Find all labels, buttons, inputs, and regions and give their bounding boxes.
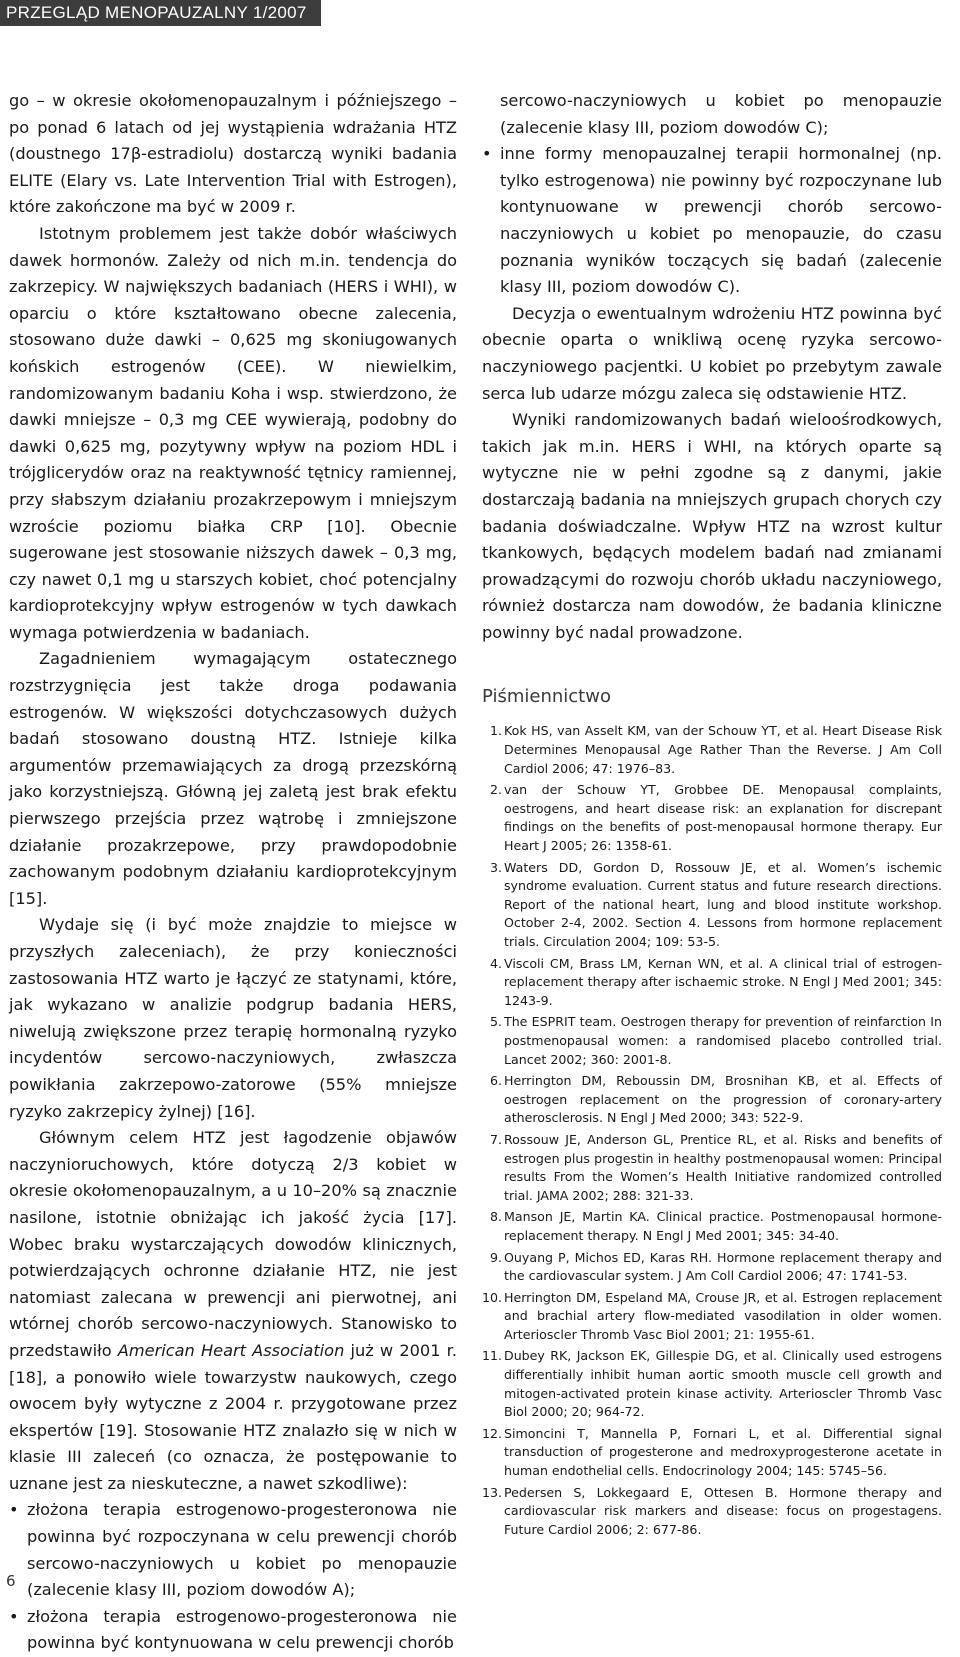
reference-number: 1.	[489, 723, 502, 739]
reference-text: Dubey RK, Jackson EK, Gillespie DG, et al. Clinically used estrogens differentially inhibit human aortic smooth muscle cell growth and mitogen-activated protein kinase activity. Arterioscler Thromb Vasc Biol 2000; 20; 964-72.	[504, 1348, 942, 1420]
list-item: • złożona terapia estrogenowo-progesteronowa nie powinna być kontynuowana w celu prewencji chorób	[9, 1604, 457, 1657]
reference-item	[482, 859, 942, 952]
paragraph: Istotnym problemem jest także dobór właściwych dawek hormonów. Zależy od nich m.in. tendencja do zakrzepicy. W największych badaniach (HERS i WHI), w oparciu o które kształtowano obecne zalecenia, stosowano duże dawki – 0,625 mg skoniugowanych końskich estrogenów (CEE). W niewielkim, randomizowanym badaniu Koha i wsp. stwierdzono, że dawki mniejsze – 0,3 mg CEE wywierają, podobny do dawki 0,625 mg, pozytywny wpływ na poziom HDL i trójglicerydów oraz na reaktywność tętnicy ramiennej, przy słabszym działaniu prozakrzepowym i mniejszym wzroście poziomu białka CRP [10]. Obecnie sugerowane jest stosowanie niższych dawek – 0,3 mg, czy nawet 0,1 mg u starszych kobiet, choć potencjalny kardioprotekcyjny wpływ estrogenów w tych dawkach wymaga potwierdzenia w badaniach.	[9, 223, 457, 642]
reference-item	[482, 781, 942, 855]
reference-number: 4.	[489, 955, 502, 971]
reference-item	[482, 1131, 942, 1205]
reference-text: van der Schouw YT, Grobbee DE. Menopausal complaints, oestrogens, and heart disease risk: an explanation for discrepant findings on the benefits of post-menopausal hormone therapy. Eur Heart J 2005; 26: 1358-61.	[504, 782, 942, 854]
reference-text: Manson JE, Martin KA. Clinical practice. Postmenopausal hormone-replacement therapy. N Engl J Med 2001; 345: 34-40.	[504, 1209, 942, 1243]
reference-text: Herrington DM, Espeland MA, Crouse JR, et al. Estrogen replacement and brachial artery flow-mediated vasodilation in older women. Arterioscler Thromb Vasc Biol 2001; 21: 1955-61.	[504, 1289, 942, 1342]
reference-item	[482, 955, 942, 1011]
reference-text: Viscoli CM, Brass LM, Kernan WN, et al. A clinical trial of estrogen-replacement therapy after ischaemic stroke. N Engl J Med 2001; 345: 1243-9.	[504, 955, 942, 1008]
reference-item	[482, 1425, 942, 1481]
list-item: • złożona terapia estrogenowo-progesteronowa nie powinna być rozpoczynana w celu prewencji chorób sercowo-naczyniowych u kobiet po menopauzie (zalecenie klasy III, poziom dowodów A);	[9, 1497, 457, 1603]
reference-item	[482, 1347, 942, 1421]
paragraph: Zagadnieniem wymagającym ostatecznego rozstrzygnięcia jest także droga podawania estrogenów. W większości dotychczasowych dużych badań stosowano doustną HTZ. Istnieje kilka argumentów przemawiających za drogą przezskórną jako korzystniejszą. Główną jej zaletą jest brak efektu pierwszego przejścia przez wątrobę i zmniejszone działanie prozakrzepowe, przy prawdopodobnie zachowanym podobnym działaniu kardioprotekcyjnym [15].	[9, 649, 457, 908]
reference-item	[482, 1249, 942, 1286]
paragraph: Wydaje się (i być może znajdzie to miejsce w przyszłych zaleceniach), że przy konieczności zastosowania HTZ warto je łączyć ze statynami, które, jak wykazano w analizie podgrup badania HERS, niwelują zwiększone przez terapię hormonalną ryzyko incydentów sercowo-naczyniowych, zwłaszcza powikłania zakrzepowo-zatorowe (55% mniejsze ryzyko zakrzepicy żylnej) [16].	[9, 915, 457, 1121]
reference-text: Ouyang P, Michos ED, Karas RH. Hormone replacement therapy and the cardiovascular system. J Am Coll Cardiol 2006; 47: 1741-53.	[504, 1249, 942, 1284]
reference-number: 12.	[482, 1425, 503, 1441]
journal-title: PRZEGLĄD MENOPAUZALNY 1/2007	[0, 0, 321, 26]
reference-item	[482, 722, 942, 778]
paragraph	[9, 1125, 457, 1497]
reference-number: 3.	[489, 859, 502, 875]
left-column	[9, 88, 457, 1657]
reference-number: 11.	[482, 1348, 503, 1364]
reference-number: 7.	[489, 1131, 502, 1147]
reference-number: 6.	[489, 1073, 502, 1089]
reference-text: The ESPRIT team. Oestrogen therapy for prevention of reinfarction In postmenopausal women: a randomised placebo controlled trial. Lancet 2002; 360: 2001-8.	[504, 1014, 942, 1067]
reference-text: Pedersen S, Lokkegaard E, Ottesen B. Hormone therapy and cardiovascular risk markers and disease: focus on progestagens. Future Cardiol 2006; 2: 677-86.	[504, 1484, 942, 1537]
reference-text: Rossouw JE, Anderson GL, Prentice RL, et al. Risks and benefits of estrogen plus progestin in healthy postmenopausal women: Principal results From the Women’s Health Initiative randomized controlled trial. JAMA 2002; 288: 321-33.	[504, 1131, 942, 1203]
reference-text: Herrington DM, Reboussin DM, Brosnihan KB, et al. Effects of oestrogen replacement on the progression of coronary-artery atherosclerosis. N Engl J Med 2000; 343: 522-9.	[504, 1073, 942, 1126]
reference-number: 2.	[489, 782, 502, 798]
list-item: • inne formy menopauzalnej terapii hormonalnej (np. tylko estrogenowa) nie powinny być rozpoczynane lub kontynuowane w prewencji chorób sercowo-naczyniowych u kobiet po menopauzie, do czasu poznania wyników toczących się badań (zalecenie klasy III, poziom dowodów C).	[482, 141, 942, 301]
right-column	[482, 88, 942, 1542]
paragraph: Decyzja o ewentualnym wdrożeniu HTZ powinna być obecnie oparta o wnikliwą ocenę ryzyka sercowo-naczyniowego pacjentki. U kobiet po przebytym zawale serca lub udarze mózgu zaleca się odstawienie HTZ.	[482, 303, 942, 403]
reference-text: Kok HS, van Asselt KM, van der Schouw YT, et al. Heart Disease Risk Determines Menopausal Age Rather Than the Reverse. J Am Coll Cardiol 2006; 47: 1976–83.	[504, 723, 942, 776]
reference-item	[482, 1013, 942, 1069]
reference-text: Simoncini T, Mannella P, Fornari L, et al. Differential signal transduction of progesterone and medroxyprogesterone acetate in human endothelial cells. Endocrinology 2004; 145: 5745–56.	[504, 1425, 942, 1479]
text-run: Głównym celem HTZ jest łagodzenie objawów naczynioruchowych, które dotyczą 2/3 kobiet w okresie okołomenopauzalnym, a u 10–20% są znacznie nasilone, istotnie obniżając ich jakość życia [17]. Wobec braku wystarczających dowodów klinicznych, potwierdzających ochronne działanie HTZ, nie jest natomiast zalecana w prewencji ani pierwotnej, ani wtórnej chorób sercowo-naczyniowych. Stanowisko to przedstawiło	[9, 1128, 457, 1360]
reference-item	[482, 1208, 942, 1245]
references-list	[482, 722, 942, 1539]
reference-item	[482, 1072, 942, 1128]
reference-number: 10.	[482, 1289, 503, 1305]
reference-number: 9.	[489, 1249, 502, 1265]
reference-number: 5.	[489, 1014, 502, 1030]
reference-text: Waters DD, Gordon D, Rossouw JE, et al. Women’s ischemic syndrome evaluation. Current status and future research directions. Report of the national heart, lung and blood institute workshop. October 2-4, 2002. Section 4. Lessons from hormone replacement trials. Circulation 2004; 109: 53-5.	[504, 859, 942, 949]
reference-number: 8.	[489, 1209, 502, 1225]
recommendation-list	[9, 1497, 457, 1657]
page-number: 6	[6, 1572, 16, 1590]
reference-item	[482, 1484, 942, 1540]
recommendation-list	[482, 141, 942, 301]
page-header	[0, 0, 960, 44]
paragraph: Wyniki randomizowanych badań wieloośrodkowych, takich jak m.in. HERS i WHI, na których oparte są wytyczne nie w pełni zgodne są z danymi, jakie dostarczają badania na mniejszych grupach chorych czy badania doświadczalne. Wpływ HTZ na wzrost kultur tkankowych, będących modelem badań nad zmianami prowadzącymi do rozwoju chorób układu naczyniowego, również dostarcza nam dowodów, że badania kliniczne powinny być nadal prowadzone.	[482, 410, 942, 642]
reference-item	[482, 1289, 942, 1345]
reference-number: 13.	[482, 1484, 503, 1500]
organization-name: American Heart Association	[117, 1340, 345, 1360]
text-run: już w 2001 r. [18], a ponowiło wiele towarzystw naukowych, czego owocem były wytyczne z 2004 r. przygotowane przez ekspertów [19]. Stosowanie HTZ znalazło się w nich w klasie III zaleceń (co oznacza, że postępowanie to uznane jest za nieskuteczne, a nawet szkodliwe):	[9, 1340, 457, 1493]
references-heading: Piśmiennictwo	[482, 686, 611, 708]
paragraph: go – w okresie okołomenopauzalnym i późniejszego – po ponad 6 latach od jej wystąpienia wdrażania HTZ (doustnego 17β-estradiolu) dostarczą wyniki badania ELITE (Elary vs. Late Intervention Trial with Estrogen), które zakończone ma być w 2009 r.	[9, 91, 457, 217]
list-continuation: sercowo-naczyniowych u kobiet po menopauzie (zalecenie klasy III, poziom dowodów C);	[500, 91, 942, 137]
